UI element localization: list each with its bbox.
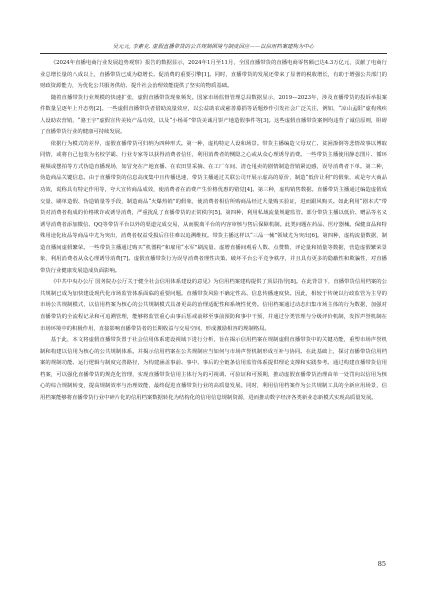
running-header: 吴元元, 李素克. 虚假直播带货的公共规制困境与制度因应——以信用档案建构为中心 xyxy=(112,44,315,50)
paragraph-credit-policy: 《中共中央办公厅 国务院办公厅关于健全社会信用体系建设的意见》为信用档案建构提供了顶层指导[8]。在此背景下，直播带货信用档案的公共规制已成为加快建设现代化市场监管体系面临的重要问题。直播带货风险不确定性高、信息传播速度快。因此，相较于传统以行政监管为主导的市场公共规制模式，以信用档案为核心的公共规制模式具备更高的治理适配性和系统性优势。信用档案通过动态归集市场主体的行为数据，加强对直播带货的全流程记录和可追溯管理，能够将监管重心由事后惩戒前移至事前预防和事中干预，并通过分类管理与分级评价机制，发挥声誉机制在市场环境中的积极作用，直接影响直播带货者的长期收益与交易空间，形成激励相容的规制格局。 xyxy=(40,279,387,332)
paragraph-intro-statistics: 《2024年直播电商行业发展趋势观察》报告的数据显示，2024年1月至11月，全国直播带货的直播电商零售额已达4.3万亿元，贡献了电商行业总增长量的八成以上，直播带货已成为稳增长、促消费的重要引擎[1]。同时，直播带货的发展还带来了显著的税收增长，有助于增强公共部门的财政资源能力，为优化公共服务供给、提升社会治理效能提供了坚实的物质基础。 xyxy=(40,60,387,90)
header-rule xyxy=(40,53,387,54)
paragraph-four-forms: 依据行为模式的差异，虚假直播带货可归纳为四种形式。第一种，虚构特定人设和场景。带货主播编造父母双亡、贫困潦倒等悲情故事以博取同情，或将自己包装为名校学霸、行业专家等以获得消费者信任，利用消费者的恻隐之心或从众心理诱导消费。一些带货主播使用静态图片、循环视频或摆拍等方式伪造直播现场，如冒充在产地直播、在农田里采摘、在工厂车间、清仓甩卖的剧情制造营销紧迫感，误导消费者下单。第二种，伪造商品关键信息。由于直播带货的信息高度集中且传播迅速，带货主播通过关联公司开展示虚高的原价，制造“低价让利”的假象，或是夸大商品功效，谎称具有特定作用等，夸大宣传商品成效，使消费者在消费产生价格优惠的错觉[4]。第三种，虚构销售数据。直播带货主播通过编造虚假成交量、刷单造假、伪造销量等手段，制造商品“火爆热销”的假象，使消费者相信所购商品经过大量购买验证，进而跟风购买。如此利用“剧本式”带货对消费者构成的价格欺诈或诱导消费，严重扰乱了直播带货的正常秩序[5]。第四种，利用私域流量规避监管。部分带货主播以低价、赠品等名义诱导消费者添加微信、QQ等带货平台以外的渠道完成交易，从而脱离平台的内容审核与售后保障机制。此类问题在药品、医疗器械、保健食品和特殊用途化妆品等商品中尤为突出，消费者权益受损后往往难以追溯维权。带货主播这样以“三品一械”领域尤为突出[6]。第四种，虚构流量数据，制造直播间虚假繁荣。一些带货主播通过购买“机器粉”和雇用“水军”刷流量、虚增直播间观看人数、点赞数，评论量和销量等数据，营造虚假繁荣景象，利用消费者从众心理诱导消费[7]。虚假直播带货行为误导消费者理性决策、破坏平台公平竞争秩序，并且具有更多的隐蔽性和欺骗性，对直播带货行业健康发展造成负面影响。 xyxy=(40,140,387,274)
paragraph-research-aim: 基于此，本文将虚假直播带货置于社会信用体系建设视域下进行分析，旨在揭示信用档案在规制虚假直播带货中的关键功能，重塑市场声誉机制和构建以信用为核心的公共规制体系。并揭示信用档案在公共规制应当如何与市场声誉机制形成互补与协同。在此基础上，探讨直播带货信用档案的规制功能、运行逻辑与制度完善路径，为构建涵盖事前、事中、事后的全链条信用监管体系提供理论支撑和实践参考。通过构建直播带货信用档案，可以强化直播带货的规范化管理，实现直播带货信用主体行为的可视调、可验证和可预期，推动虚假直播带货治理由单一处罚向以信用为核心的综合规制转变，提高规制效率与治理效能，最终促进直播带货行业的高质量发展。同时，利用信用档案作为公共规制工具的全新应用场景，信用档案能够将直播带货行业中碎片化的信用档案数据转化为结构化的信用信息规制资源，进而推动数字经济各类新业态新模式实现高质量发展。 xyxy=(40,337,387,401)
paragraph-false-livestream-rise: 随着直播带货行业规模的快速扩张，虚假直播带货现象频发。国家市场监督管理总局数据显示，2019—2023年，涉及直播带货的投诉举报案件数量呈逐年上升态势[2]。一些虚假直播带货者借助流量效应，以公益助农或慈善募捐等话题炒作引发社会广泛关注，例如，“凉山孟阳”虚构残疾人设助农营销，“骆王宇”虚假宣传美妆产品功效，以及“小杨哥”带货美诚月饼产地造假事件等[3]。这些虚假直播带货案例均违背了诚信原则，阻碍了直播带货行业的健康可持续发展。 xyxy=(40,94,387,136)
article-body xyxy=(40,58,387,404)
page-number: 85 xyxy=(377,560,386,568)
